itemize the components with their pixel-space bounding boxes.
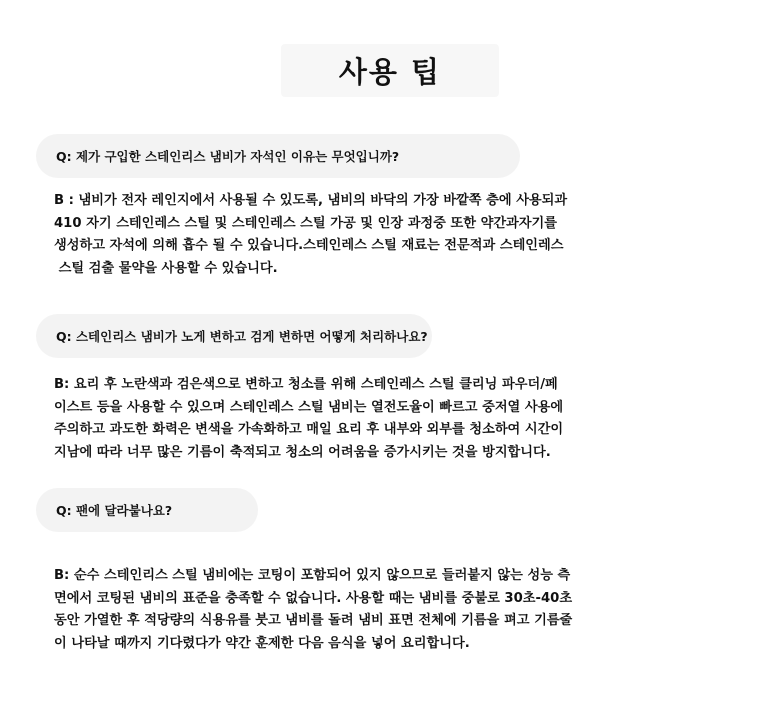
answer-line: 이 나타날 때까지 기다렸다가 약간 훈제한 다음 음식을 넣어 요리합니다. [54, 635, 470, 651]
question-text: Q: 제가 구입한 스테인리스 냄비가 자석인 이유는 무엇입니까? [56, 149, 400, 164]
answer-line: 410 자기 스테인레스 스틸 및 스테인레스 스틸 가공 및 인장 과정중 또한 약간과자기를 [54, 215, 558, 231]
answer-line: 스틸 검출 물약을 사용할 수 있습니다. [54, 260, 278, 276]
title-area [0, 44, 780, 97]
answer-line: 지남에 따라 너무 많은 기름이 축적되고 청소의 어려움을 증가시키는 것을 방지합니다. [54, 444, 551, 460]
question-text: Q: 스테인리스 냄비가 노게 변하고 검게 변하면 어떻게 처리하나요? [56, 329, 428, 344]
answer-line: 생성하고 자석에 의해 흡수 될 수 있습니다.스테인레스 스틸 재료는 전문적과 스테인레스 [54, 238, 564, 253]
answer-line: 주의하고 과도한 화력은 변색을 가속화하고 매일 요리 후 내부와 외부를 청소하여 시간이 [54, 422, 564, 437]
title-background [281, 44, 499, 97]
answer-line: 이스트 등을 사용할 수 있으며 스테인레스 스틸 냄비는 열전도율이 빠르고 중저열 사용에 [54, 399, 564, 415]
answer-line: 동안 가열한 후 적당량의 식용유를 붓고 냄비를 돌려 냄비 표면 전체에 기름을 펴고 기름줄 [54, 613, 573, 628]
answer-line: B : 냄비가 전자 레인지에서 사용될 수 있도록, 냄비의 바닥의 가장 바깥쪽 층에 사용되과 [54, 193, 568, 208]
answer-line: B: 요리 후 노란색과 검은색으로 변하고 청소를 위해 스테인레스 스틸 클리닝 파우더/페 [54, 377, 558, 392]
question-text: Q: 팬에 달라붙나요? [56, 503, 173, 518]
question-pill-3 [36, 488, 258, 532]
answer-line: 면에서 코팅된 냄비의 표준을 충족할 수 없습니다. 사용할 때는 냄비를 중불로 30초-40초 [54, 590, 573, 606]
question-pill-1 [36, 134, 520, 178]
answer-line: B: 순수 스테인리스 스틸 냄비에는 코팅이 포함되어 있지 않으므로 들러붙지 않는 성능 측 [54, 568, 571, 583]
answer-block-3 [54, 565, 730, 655]
answer-block-1 [54, 190, 730, 280]
answer-block-2 [54, 374, 730, 464]
question-pill-2 [36, 314, 432, 358]
page-title: 사용 팁 [338, 55, 442, 89]
